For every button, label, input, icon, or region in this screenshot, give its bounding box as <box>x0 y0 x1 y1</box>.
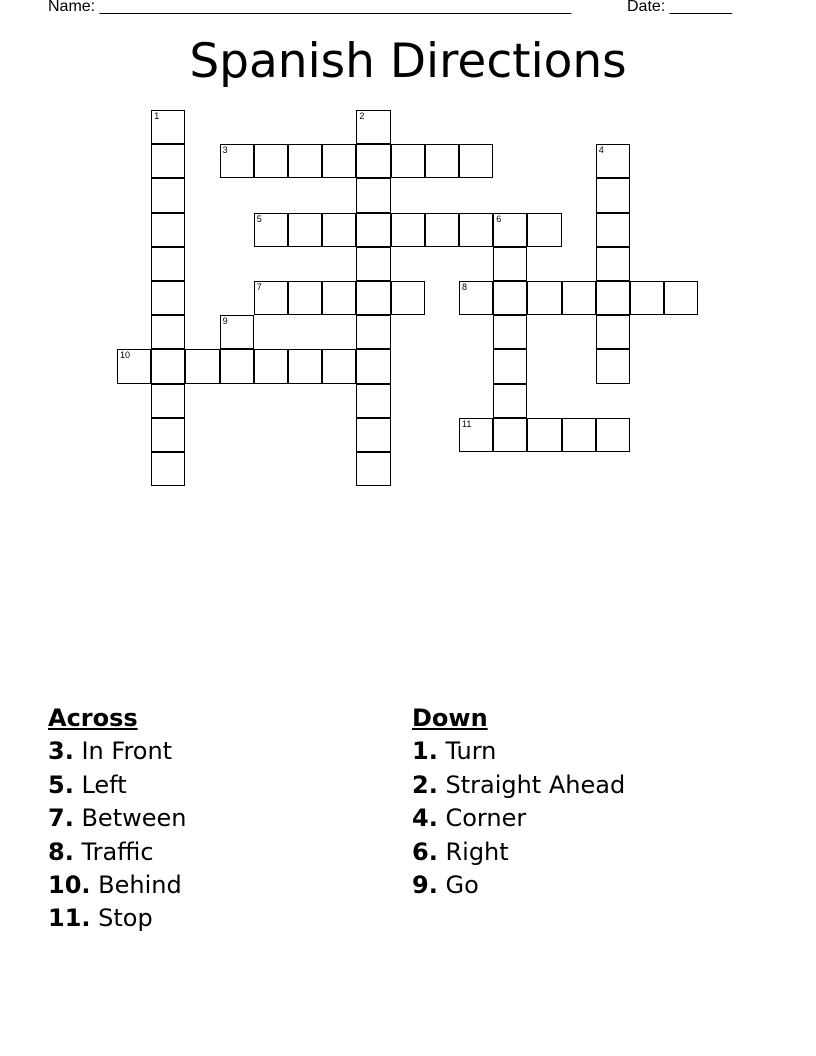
across-clue-list <box>48 735 186 935</box>
crossword-cell[interactable] <box>391 144 425 178</box>
crossword-cell[interactable] <box>254 349 288 383</box>
clue-number: 10 <box>120 350 131 361</box>
clue-text: Turn <box>445 737 497 766</box>
crossword-cell[interactable] <box>151 418 185 452</box>
name-field-label: Name: _____________________________________________________ <box>48 0 572 15</box>
clue-number: 11. <box>48 904 91 933</box>
crossword-cell[interactable] <box>254 281 288 315</box>
clue-number: 6. <box>412 837 438 866</box>
across-clues <box>48 702 186 936</box>
crossword-cell[interactable] <box>459 144 493 178</box>
crossword-cell[interactable] <box>288 144 322 178</box>
crossword-cell[interactable] <box>596 247 630 281</box>
crossword-cell[interactable] <box>220 144 254 178</box>
crossword-cell[interactable] <box>664 281 698 315</box>
crossword-cell[interactable] <box>356 110 390 144</box>
clue-number: 7. <box>48 804 74 833</box>
crossword-cell[interactable] <box>493 384 527 418</box>
crossword-cell[interactable] <box>220 315 254 349</box>
crossword-cell[interactable] <box>151 178 185 212</box>
clue-number: 11 <box>462 418 472 429</box>
crossword-grid <box>0 0 816 500</box>
across-clue <box>48 869 186 902</box>
clue-number: 2. <box>412 770 438 799</box>
crossword-cell[interactable] <box>356 178 390 212</box>
crossword-cell[interactable] <box>151 315 185 349</box>
crossword-cell[interactable] <box>630 281 664 315</box>
clue-text: Between <box>81 804 187 833</box>
page-title: Spanish Directions <box>189 34 627 89</box>
crossword-cell[interactable] <box>356 281 390 315</box>
across-clue <box>48 802 186 835</box>
crossword-cell[interactable] <box>459 418 493 452</box>
clue-number: 4 <box>598 145 604 156</box>
crossword-cell[interactable] <box>356 247 390 281</box>
crossword-cell[interactable] <box>596 349 630 383</box>
crossword-cell[interactable] <box>151 213 185 247</box>
crossword-cell[interactable] <box>596 213 630 247</box>
crossword-cell[interactable] <box>596 281 630 315</box>
crossword-cell[interactable] <box>117 349 151 383</box>
crossword-cell[interactable] <box>322 349 356 383</box>
date-field-label: Date: _______ <box>627 0 732 15</box>
crossword-cell[interactable] <box>356 384 390 418</box>
crossword-cell[interactable] <box>459 281 493 315</box>
crossword-cell[interactable] <box>151 452 185 486</box>
crossword-cell[interactable] <box>493 247 527 281</box>
crossword-cell[interactable] <box>596 418 630 452</box>
clue-number: 8. <box>48 837 74 866</box>
crossword-cell[interactable] <box>356 452 390 486</box>
across-heading: Across <box>48 704 138 732</box>
clue-number: 1 <box>154 111 160 121</box>
crossword-cell[interactable] <box>596 144 630 178</box>
down-clues <box>412 702 625 902</box>
crossword-cell[interactable] <box>391 281 425 315</box>
clue-number: 9 <box>222 316 228 327</box>
crossword-cell[interactable] <box>493 349 527 383</box>
crossword-cell[interactable] <box>151 144 185 178</box>
crossword-cell[interactable] <box>527 281 561 315</box>
crossword-cell[interactable] <box>425 144 459 178</box>
crossword-cell[interactable] <box>322 281 356 315</box>
across-clue <box>48 769 186 802</box>
down-clue <box>412 802 625 835</box>
clue-number: 8 <box>462 282 468 292</box>
crossword-cell[interactable] <box>288 213 322 247</box>
clue-text: Traffic <box>81 837 154 866</box>
clue-text: Right <box>445 837 509 866</box>
clue-text: Behind <box>98 871 182 900</box>
crossword-cell[interactable] <box>151 281 185 315</box>
clue-number: 9. <box>412 871 438 900</box>
crossword-cell[interactable] <box>254 213 288 247</box>
crossword-cell[interactable] <box>562 418 596 452</box>
crossword-cell[interactable] <box>493 315 527 349</box>
crossword-cell[interactable] <box>459 213 493 247</box>
crossword-cell[interactable] <box>322 213 356 247</box>
clue-number: 6 <box>496 213 502 224</box>
clue-number: 7 <box>256 282 262 292</box>
crossword-cell[interactable] <box>288 349 322 383</box>
across-clue <box>48 735 186 768</box>
crossword-cell[interactable] <box>493 281 527 315</box>
clue-number: 2 <box>359 111 365 121</box>
crossword-cell[interactable] <box>254 144 288 178</box>
down-clue <box>412 735 625 768</box>
crossword-cell[interactable] <box>356 418 390 452</box>
down-clue-list <box>412 735 625 902</box>
down-clue <box>412 769 625 802</box>
crossword-cell[interactable] <box>596 315 630 349</box>
crossword-cell[interactable] <box>356 349 390 383</box>
crossword-cell[interactable] <box>527 213 561 247</box>
clue-number: 4. <box>412 804 438 833</box>
crossword-cell[interactable] <box>356 144 390 178</box>
crossword-cell[interactable] <box>356 315 390 349</box>
crossword-cell[interactable] <box>391 213 425 247</box>
clue-text: Go <box>445 871 479 900</box>
clue-text: In Front <box>81 737 173 766</box>
clue-number: 1. <box>412 737 438 766</box>
clue-number: 5. <box>48 770 74 799</box>
down-clue <box>412 836 625 869</box>
clue-text: Corner <box>445 804 527 833</box>
crossword-cell[interactable] <box>493 213 527 247</box>
clue-text: Left <box>81 770 127 799</box>
clue-text: Stop <box>98 904 153 933</box>
clue-text: Straight Ahead <box>445 770 626 799</box>
across-clue <box>48 902 186 935</box>
crossword-cell[interactable] <box>322 144 356 178</box>
clue-number: 3. <box>48 737 74 766</box>
crossword-cell[interactable] <box>220 349 254 383</box>
down-clue <box>412 869 625 902</box>
down-heading: Down <box>412 704 488 732</box>
crossword-cell[interactable] <box>596 178 630 212</box>
crossword-cell[interactable] <box>425 213 459 247</box>
crossword-cell[interactable] <box>288 281 322 315</box>
clue-number: 10. <box>48 871 91 900</box>
crossword-cell[interactable] <box>185 349 219 383</box>
clue-number: 3 <box>222 145 228 156</box>
crossword-cell[interactable] <box>562 281 596 315</box>
across-clue <box>48 836 186 869</box>
crossword-cell[interactable] <box>151 384 185 418</box>
crossword-cell[interactable] <box>493 418 527 452</box>
crossword-cell[interactable] <box>151 349 185 383</box>
crossword-cell[interactable] <box>356 213 390 247</box>
crossword-cell[interactable] <box>151 247 185 281</box>
crossword-cell[interactable] <box>527 418 561 452</box>
clue-number: 5 <box>256 213 262 224</box>
crossword-cell[interactable] <box>151 110 185 144</box>
